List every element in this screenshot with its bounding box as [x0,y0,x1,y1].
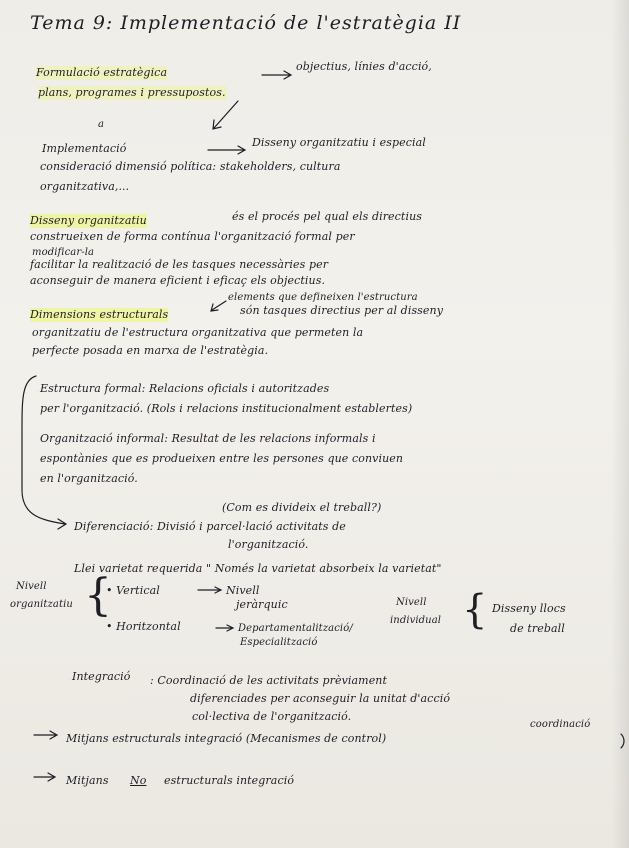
text-line: Mitjans [66,774,109,787]
text-line: Estructura formal: Relacions oficials i autoritzades [40,382,330,395]
text-line: diferenciades per aconseguir la unitat d'acció [190,692,451,705]
text-line: Disseny llocs [492,602,566,615]
text-line: organitzatiu de l'estructura organitzativa que permeten la [32,326,364,339]
text-line: objectius, línies d'acció, [296,60,432,73]
text-line: Departamentalització/ [238,623,353,634]
text-line: aconseguir de manera eficient i eficaç els objectius. [30,274,326,287]
text-line: modificar-la [32,247,95,258]
text-line: : Coordinació de les activitats prèviament [150,674,388,687]
text-line: Formulació estratègica [36,66,168,79]
text-line: perfecte posada en marxa de l'estratègia. [32,344,269,357]
text-line: Implementació [42,142,127,155]
text-line: • Vertical [106,584,160,597]
text-line: Nivell [396,597,427,608]
text-line: és el procés pel qual els directius [232,210,423,223]
text-line: elements que defineixen l'estructura [228,292,418,303]
text-line: estructurals integració [164,774,295,787]
text-line: Llei varietat requerida " Només la varietat absorbeix la varietat" [74,562,442,575]
text-line: consideració dimensió política: stakeholders, cultura [40,160,341,173]
text-line: Nivell [226,584,260,597]
text-line: Mitjans estructurals integració (Mecanismes de control) [66,732,387,745]
text-line: • Horitzontal [106,620,181,633]
text-line: Organització informal: Resultat de les relacions informals i [40,432,376,445]
text-line: en l'organització. [40,472,138,485]
text-line: jeràrquic [236,598,288,611]
text-line: de treball [510,622,565,635]
text-line: Nivell [16,581,47,592]
text-line: per l'organització. (Rols i relacions institucionalment establertes) [40,402,413,415]
text-line: (Com es divideix el treball?) [222,501,382,514]
text-line: facilitar la realització de les tasques necessàries per [30,258,329,271]
text-line: organitzativa,... [40,180,130,193]
text-line: Diferenciació: Divisió i parcel·lació activitats de [74,520,346,533]
page-edge-shadow [611,0,629,848]
text-line: són tasques directius per al disseny [240,304,444,317]
text-line: No [130,774,147,787]
text-line: espontànies que es produeixen entre les persones que conviuen [40,452,404,465]
text-line: individual [390,615,442,626]
text-line: Integració [72,670,131,683]
text-line: col·lectiva de l'organització. [192,710,352,723]
text-line: Disseny organitzatiu i especial [252,136,426,149]
text-line: organitzatiu [10,599,73,610]
page-title: Tema 9: Implementació de l'estratègia II [30,12,462,34]
left-brace: { [462,587,488,633]
left-brace: { [84,570,112,621]
text-line: Disseny organitzatiu [30,214,147,227]
text-line: construeixen de forma contínua l'organització formal per [30,230,355,243]
text-line: coordinació [530,719,591,730]
text-line: Especialització [240,637,318,648]
text-line: Dimensions estructurals [30,308,169,321]
text-line: a [98,119,105,130]
text-line: l'organització. [228,538,309,551]
text-line: plans, programes i pressupostos. [38,86,226,99]
